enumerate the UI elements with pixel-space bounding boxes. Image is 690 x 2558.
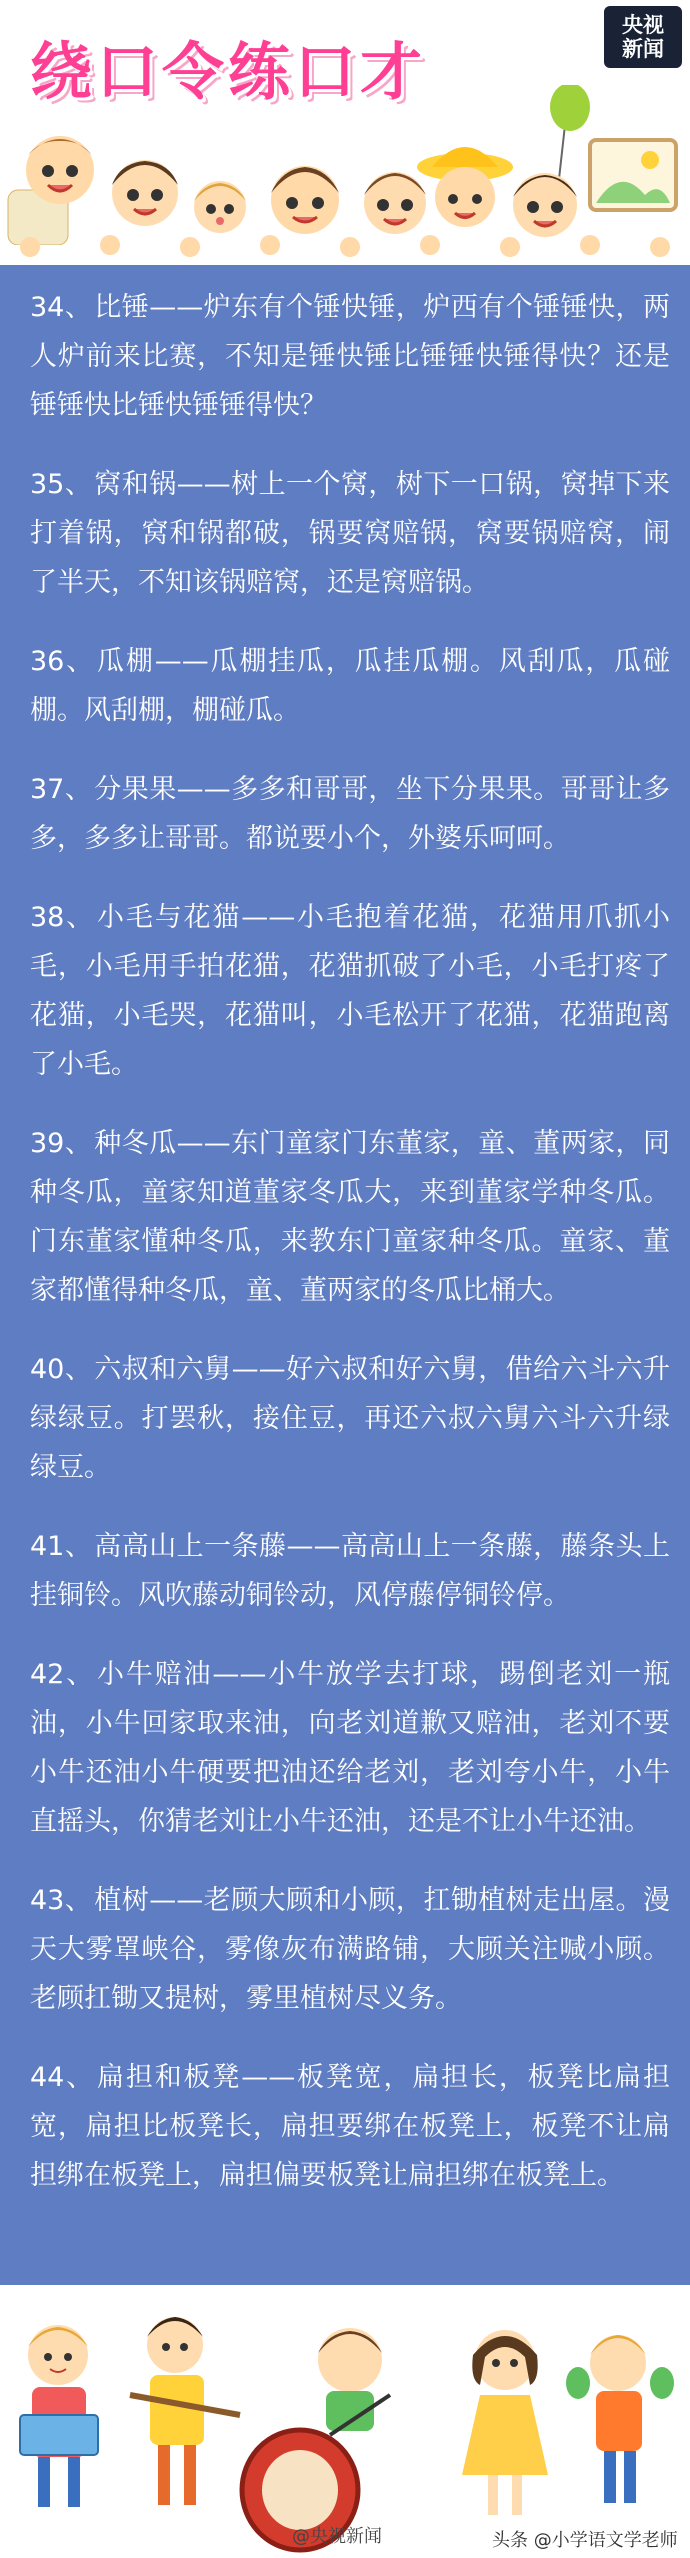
drum-kid-icon [242,2328,390,2550]
entry-number: 40、 [30,1354,93,1385]
cctv-news-logo [604,6,682,68]
logo-text: 央视新闻 [622,13,664,61]
kid-face-6-hat [417,147,513,227]
entry-43 [30,1876,670,2023]
entry-41 [30,1522,670,1620]
entry-text: 窝和锅——树上一个窝，树下一口锅，窝掉下来打着锅，窝和锅都破，锅要窝赔锅，窝要锅赔窝，闹了半天，不知该锅赔窝，还是窝赔锅。 [30,469,671,598]
entry-number: 34、 [30,292,93,323]
flute-kid-icon [130,2317,240,2505]
entry-text: 分果果——多多和哥哥，坐下分果果。哥哥让多多，多多让哥哥。都说要小个，外婆乐呵呵。 [30,774,671,854]
entry-44 [30,2053,670,2200]
entry-text: 小牛赔油——小牛放学去打球，踢倒老刘一瓶油，小牛回家取来油，向老刘道歉又赔油，老刘不要小牛还油小牛硬要把油还给老刘，老刘夸小牛，小牛直摇头，你猜老刘让小牛还油，还是不让小牛还油。 [30,1659,671,1837]
entry-text: 六叔和六舅——好六叔和好六舅，借给六斗六升绿绿豆。打罢秋，接住豆，再还六叔六舅六斗六升绿绿豆。 [30,1354,671,1483]
accordion-kid-icon [20,2325,98,2507]
kid-face-2 [112,160,178,226]
entry-40 [30,1345,670,1492]
entry-number: 43、 [30,1885,93,1916]
kid-face-3 [194,181,246,233]
entry-34 [30,283,670,430]
maracas-kid-icon [566,2335,674,2503]
content-panel [0,265,690,2285]
entry-38 [30,893,670,1089]
entry-number: 42、 [30,1659,96,1690]
tongue-twister-list [30,283,670,2230]
entry-number: 36、 [30,646,96,677]
entry-39 [30,1119,670,1315]
entry-text: 比锤——炉东有个锤快锤，炉西有个锤锤快，两人炉前来比赛，不知是锤快锤比锤锤快锤得快？还是锤锤快比锤快锤锤得快？ [30,292,671,421]
girl-kid-icon [462,2330,548,2515]
kids-banner-illustration [0,85,690,265]
entry-37 [30,765,670,863]
entry-number: 35、 [30,469,93,500]
entry-text: 高高山上一条藤——高高山上一条藤，藤条头上挂铜铃。风吹藤动铜铃动，风停藤停铜铃停。 [30,1531,671,1611]
entry-text: 扁担和板凳——板凳宽，扁担长，板凳比扁担宽，扁担比板凳长，扁担要绑在板凳上，板凳不让扁担绑在板凳上，扁担偏要板凳让扁担绑在板凳上。 [30,2062,671,2191]
entry-text: 瓜棚——瓜棚挂瓜，瓜挂瓜棚。风刮瓜，瓜碰棚。风刮棚，棚碰瓜。 [30,646,671,726]
footer [0,2285,690,2558]
entry-number: 41、 [30,1531,93,1562]
header [0,0,690,265]
entry-number: 37、 [30,774,93,805]
kid-face-5 [364,172,426,234]
entry-36 [30,637,670,735]
entry-number: 44、 [30,2062,96,2093]
kid-face-4 [271,166,339,234]
entry-35 [30,460,670,607]
toutiao-watermark: 头条 @小学语文学老师 [492,2530,678,2551]
kids-band-illustration [0,2285,690,2558]
entry-number: 39、 [30,1128,93,1159]
kid-face-1 [8,136,94,245]
kid-face-7 [513,173,577,237]
hands-row [0,235,690,265]
entry-text: 种冬瓜——东门童家门东董家，童、董两家，同种冬瓜，童家知道董家冬瓜大，来到董家学种冬瓜。门东董家懂种冬瓜，来教东门童家种冬瓜。童家、董家都懂得种冬瓜，童、董两家的冬瓜比桶大。 [30,1128,671,1306]
entry-text: 小毛与花猫——小毛抱着花猫，花猫用爪抓小毛，小毛用手拍花猫，花猫抓破了小毛，小毛打疼了花猫，小毛哭，花猫叫，小毛松开了花猫，花猫跑离了小毛。 [30,902,671,1080]
drawing-board-icon [590,140,676,210]
entry-42 [30,1650,670,1846]
page-title: 绕口令练口才 [30,35,427,108]
entry-number: 38、 [30,902,96,933]
entry-text: 植树——老顾大顾和小顾，扛锄植树走出屋。漫天大雾罩峡谷，雾像灰布满路铺，大顾关注喊小顾。老顾扛锄又提树，雾里植树尽义务。 [30,1885,671,2014]
weibo-watermark: @央视新闻 [292,2526,382,2547]
